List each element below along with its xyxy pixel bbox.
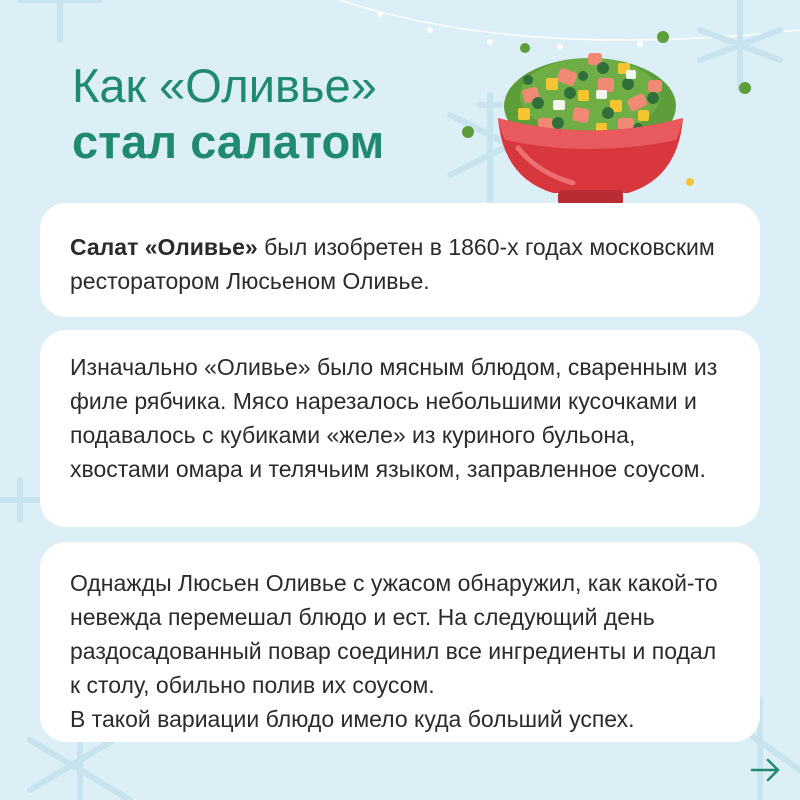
arrow-right-icon[interactable] xyxy=(748,752,784,788)
page-title xyxy=(72,58,384,170)
card-2-text: Изначально «Оливье» было мясным блюдом, сваренным из филе рябчика. Мясо нарезалось небольшими кусочками и подавалось с кубиками «желе» из куриного бульона, хвостами омара и телячьим языком, заправленное соусом. xyxy=(70,354,718,482)
card-3-text-2: В такой вариации блюдо имело куда больший успех. xyxy=(70,706,635,732)
bowl xyxy=(498,118,683,206)
snowflake-top-right xyxy=(700,0,780,90)
snowflake-left xyxy=(0,480,40,520)
title-line-2: стал салатом xyxy=(72,115,385,168)
snowflake-top-left xyxy=(20,0,100,40)
info-card-2 xyxy=(40,330,760,527)
card-1-lead: Салат «Оливье» xyxy=(70,234,258,260)
info-card-1 xyxy=(40,203,760,317)
salad-bowl-illustration xyxy=(478,18,703,213)
card-1-body: был изобретен в 1860-х годах московским ресторатором Люсьеном Оливье. xyxy=(70,234,715,294)
title-line-1: Как «Оливье» xyxy=(72,59,377,112)
card-1-text xyxy=(70,230,730,298)
card-3-text: Однажды Люсьен Оливье с ужасом обнаружил, как какой-то невежда перемешал блюдо и ест. На следующий день раздосадованный повар соединил все ингредиенты и подал к столу, обильно полив их соусом. xyxy=(70,570,718,698)
info-card-3 xyxy=(40,542,760,742)
